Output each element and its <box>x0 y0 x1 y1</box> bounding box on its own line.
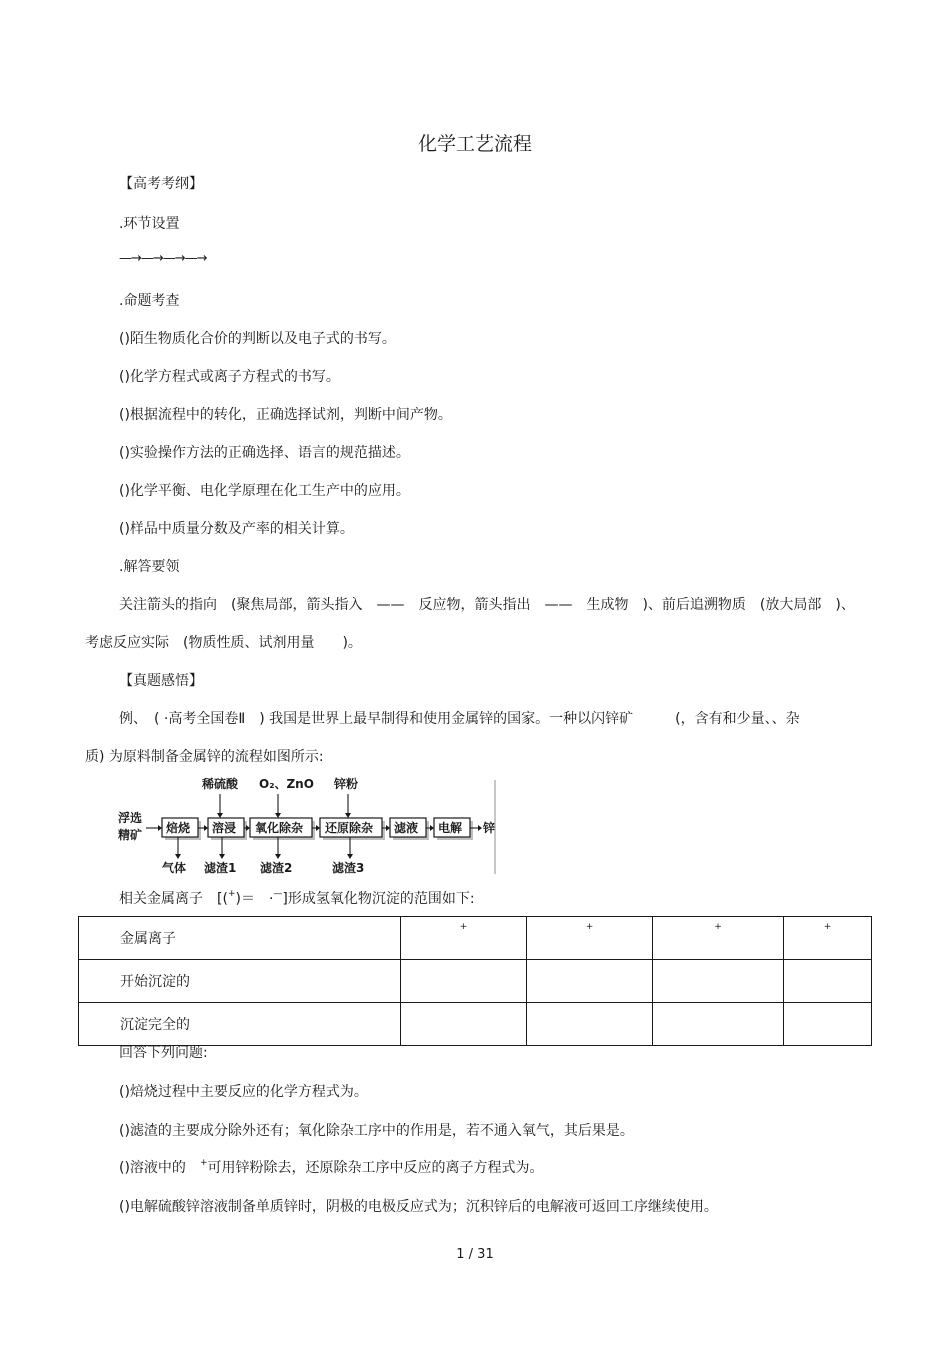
byproduct-gas: 气体 <box>162 861 187 875</box>
flow-step-roast <box>162 818 201 840</box>
flow-arrowhead-in <box>158 825 162 831</box>
table-cell: + <box>653 917 784 960</box>
table-cell-label: 金属离子 <box>79 917 401 960</box>
reagent-dilute-sulfuric-acid: 稀硫酸 <box>202 777 239 791</box>
byproduct-residue-3: 滤渣3 <box>332 861 365 875</box>
exam-item-5: ()化学平衡、电化学原理在化工生产中的应用。 <box>119 483 410 499</box>
reagent-zinc-powder: 锌粉 <box>334 777 359 791</box>
flow-step-label: 氧化除杂 <box>255 821 304 835</box>
table-cell <box>401 960 527 1003</box>
question-3 <box>119 1158 543 1180</box>
table-cell: + <box>401 917 527 960</box>
section-setup: .环节设置 <box>119 216 180 232</box>
flow-step-leach <box>208 818 247 840</box>
question-1: ()焙烧过程中主要反应的化学方程式为。 <box>119 1084 368 1100</box>
example-line-2: 质) 为原料制备金属锌的流程如图所示: <box>85 749 324 765</box>
ion-intro-sup2: — <box>273 889 283 899</box>
table-row <box>79 1003 872 1046</box>
table-cell: + <box>784 917 872 960</box>
guide-line-2: 考虑反应实际 (物质性质、试剂用量 )。 <box>85 635 362 651</box>
question-3-b: 可用锌粉除去，还原除杂工序中反应的离子方程式为。 <box>207 1160 544 1176</box>
ion-intro-b: )＝ · <box>235 891 274 907</box>
table-row <box>79 960 872 1003</box>
guide-line-1: 关注箭头的指向 (聚焦局部，箭头指入 —— 反应物，箭头指出 —— 生成物 )、前后追溯物质 (放大局部 )、 <box>119 597 855 613</box>
flow-step-label: 焙烧 <box>166 821 191 835</box>
exam-item-3: ()根据流程中的转化，正确选择试剂，判断中间产物。 <box>119 407 452 423</box>
metal-ion-table <box>78 916 872 1046</box>
table-cell <box>653 1003 784 1046</box>
questions-intro: 回答下列问题: <box>119 1045 208 1061</box>
flow-step-label: 溶浸 <box>212 821 237 835</box>
table-cell <box>527 960 653 1003</box>
page-title: 化学工艺流程 <box>417 133 532 155</box>
flow-step-reduction <box>320 818 385 840</box>
question-3-a: ()溶液中的 <box>119 1160 200 1176</box>
flow-arrows-text: —→—→—→—→ <box>119 251 207 266</box>
flow-step-electrolysis <box>434 818 473 840</box>
byproduct-residue-2: 滤渣2 <box>260 861 293 875</box>
flow-step-label: 电解 <box>438 821 463 835</box>
flow-output-zinc: 锌 <box>483 821 496 835</box>
section-answer-tips: .解答要领 <box>119 559 180 575</box>
question-2: ()滤渣的主要成分除外还有；氧化除杂工序中的作用是，若不通入氧气，其后果是。 <box>119 1123 634 1139</box>
table-cell: + <box>527 917 653 960</box>
ion-intro-a: 相关金属离子 [( <box>119 891 228 907</box>
byproduct-residue-1: 滤渣1 <box>204 861 237 875</box>
flow-step-label: 滤液 <box>394 821 419 835</box>
exam-item-4: ()实验操作方法的正确选择、语言的规范描述。 <box>119 445 410 461</box>
ion-intro-line <box>119 889 475 911</box>
flow-step-label: 还原除杂 <box>325 821 374 835</box>
ion-intro-c: ]形成氢氧化物沉淀的范围如下: <box>282 891 475 907</box>
flow-step-filtrate <box>390 818 429 840</box>
table-cell <box>784 960 872 1003</box>
table-cell <box>653 960 784 1003</box>
table-cell-label: 开始沉淀的 <box>79 960 401 1003</box>
question-3-sup: + <box>199 1158 208 1168</box>
question-4: ()电解硫酸锌溶液制备单质锌时，阴极的电极反应式为；沉积锌后的电解液可返回工序继续使用。 <box>119 1199 718 1215</box>
exam-item-6: ()样品中质量分数及产率的相关计算。 <box>119 521 354 537</box>
flow-input-bottom: 精矿 <box>118 828 143 842</box>
table-cell <box>527 1003 653 1046</box>
table-row <box>79 917 872 960</box>
section-real-question-header: 【真题感悟】 <box>119 673 203 689</box>
process-flow-diagram <box>112 772 502 880</box>
section-exam-focus: .命题考查 <box>119 293 180 309</box>
reagent-oxygen-zno: O₂、ZnO <box>259 777 314 791</box>
example-line-1: 例、 ( ·高考全国卷Ⅱ ) 我国是世界上最早制得和使用金属锌的国家。一种以闪锌矿 (，含有和少量、、杂 <box>119 711 800 727</box>
page-number: 1 / 31 <box>456 1247 494 1262</box>
exam-item-1: ()陌生物质化合价的判断以及电子式的书写。 <box>119 331 396 347</box>
exam-item-2: ()化学方程式或离子方程式的书写。 <box>119 369 340 385</box>
table-cell <box>784 1003 872 1046</box>
table-cell-label: 沉淀完全的 <box>79 1003 401 1046</box>
section-outline-header: 【高考考纲】 <box>119 176 203 192</box>
flow-input-top: 浮选 <box>118 811 143 825</box>
ion-intro-sup1: + <box>227 889 236 899</box>
table-cell <box>401 1003 527 1046</box>
flow-step-oxidation <box>250 818 315 840</box>
